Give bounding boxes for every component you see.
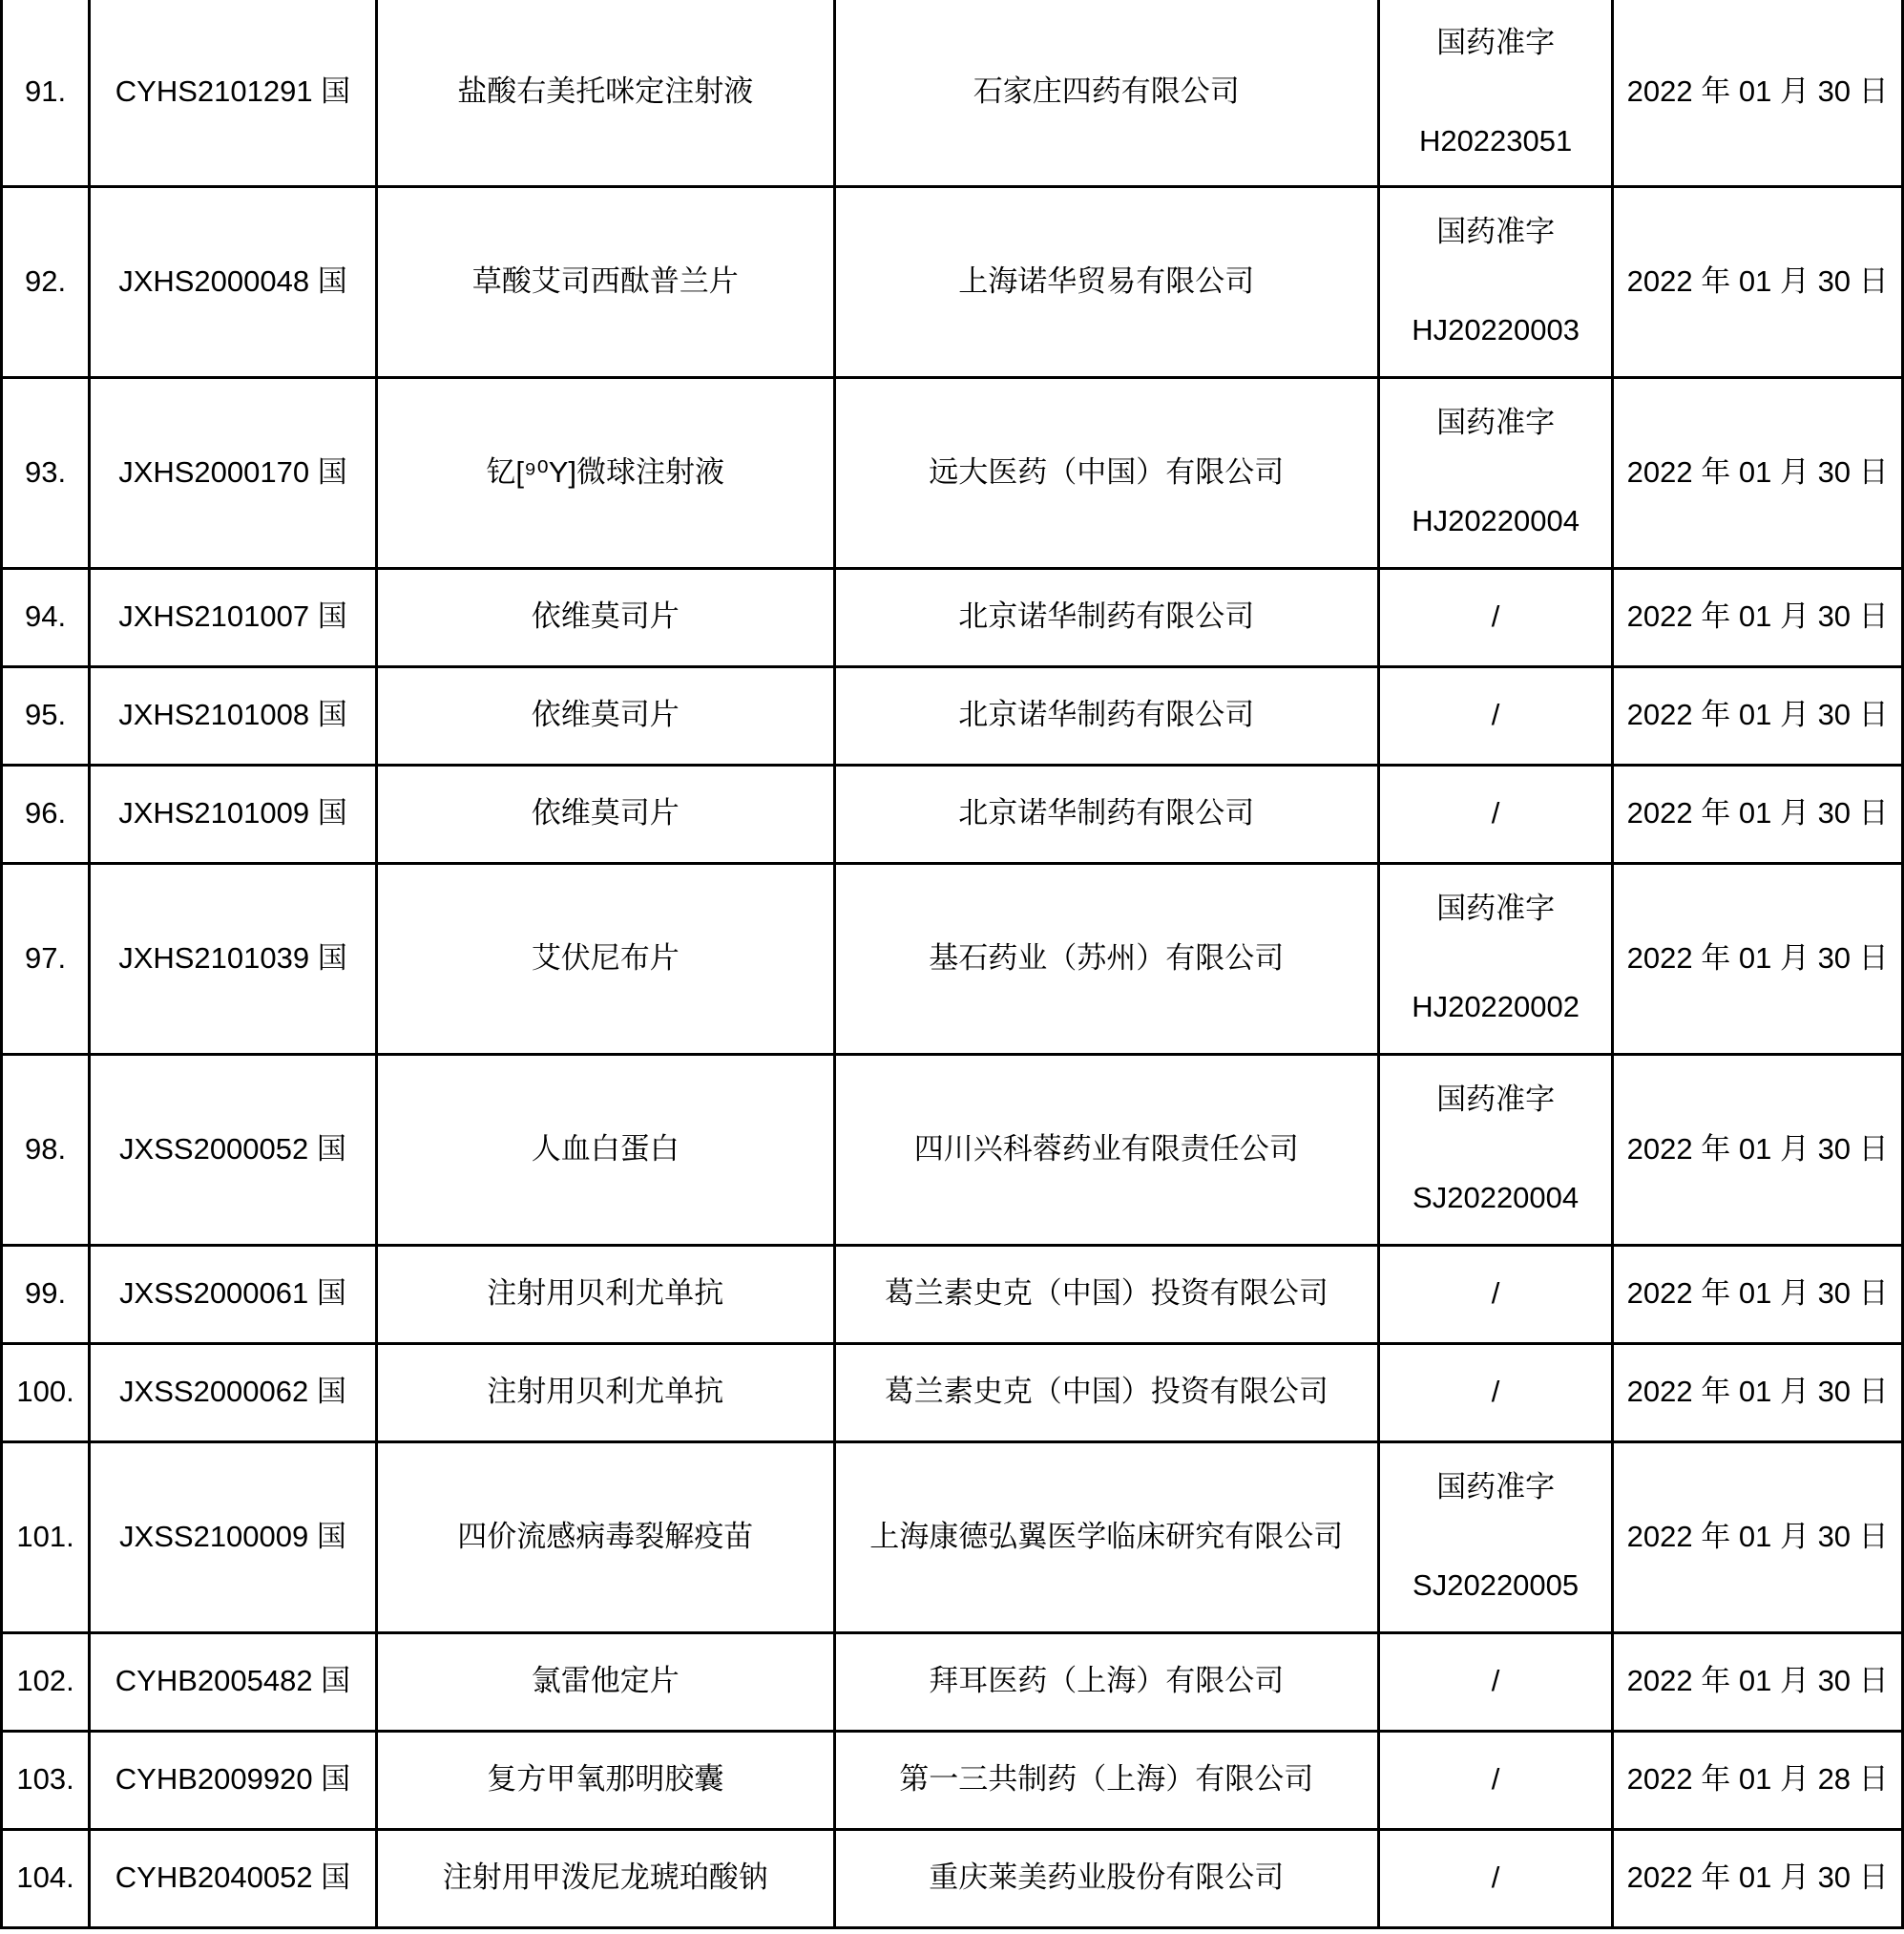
approval-code: HJ20220002 [1412,990,1580,1023]
approval-date: 2022 年 01 月 30 日 [1613,186,1903,377]
drug-name: 依维莫司片 [376,765,834,863]
approval-prefix: 国药准字 [1436,1470,1556,1504]
approval-prefix: / [1491,1762,1500,1797]
approval-number-cell [1378,1343,1612,1441]
acceptance-number: JXHS2101039 国 [90,863,377,1054]
approval-code: SJ20220004 [1412,1181,1580,1214]
approval-number-cell [1378,1054,1612,1245]
table-row [2,1054,1903,1245]
approval-date: 2022 年 01 月 30 日 [1613,1054,1903,1245]
drug-name: 盐酸右美托咪定注射液 [376,0,834,186]
acceptance-number: JXHS2101009 国 [90,765,377,863]
approval-prefix: / [1491,1664,1500,1698]
row-number: 95. [2,666,90,765]
row-number: 100. [2,1343,90,1441]
approval-number-cell [1378,765,1612,863]
table-row [2,1632,1903,1731]
drug-name: 依维莫司片 [376,666,834,765]
approval-date: 2022 年 01 月 30 日 [1613,1829,1903,1927]
row-number: 99. [2,1245,90,1343]
drug-name: 四价流感病毒裂解疫苗 [376,1441,834,1632]
approval-date: 2022 年 01 月 30 日 [1613,1245,1903,1343]
drug-name: 氯雷他定片 [376,1632,834,1731]
approval-prefix: / [1491,599,1500,634]
acceptance-number: JXHS2000170 国 [90,377,377,568]
approval-code: SJ20220005 [1412,1568,1580,1602]
company-name: 第一三共制药（上海）有限公司 [834,1731,1378,1829]
company-name: 北京诺华制药有限公司 [834,568,1378,666]
approval-number-cell [1378,666,1612,765]
approval-number-cell [1378,0,1612,186]
table-row [2,1731,1903,1829]
drug-name: 注射用甲泼尼龙琥珀酸钠 [376,1829,834,1927]
table-row [2,1441,1903,1632]
approval-date: 2022 年 01 月 30 日 [1613,863,1903,1054]
row-number: 98. [2,1054,90,1245]
approval-number-cell [1378,1829,1612,1927]
approval-number-cell [1378,863,1612,1054]
drug-name: 注射用贝利尤单抗 [376,1343,834,1441]
row-number: 96. [2,765,90,863]
company-name: 北京诺华制药有限公司 [834,765,1378,863]
approval-prefix: 国药准字 [1436,406,1556,440]
approval-number-cell [1378,568,1612,666]
approval-date: 2022 年 01 月 30 日 [1613,765,1903,863]
company-name: 拜耳医药（上海）有限公司 [834,1632,1378,1731]
approval-number-cell [1378,1632,1612,1731]
company-name: 四川兴科蓉药业有限责任公司 [834,1054,1378,1245]
approval-prefix: 国药准字 [1436,1083,1556,1117]
approval-prefix: / [1491,1375,1500,1409]
company-name: 葛兰素史克（中国）投资有限公司 [834,1343,1378,1441]
drug-name: 艾伏尼布片 [376,863,834,1054]
approval-date: 2022 年 01 月 30 日 [1613,666,1903,765]
company-name: 上海康德弘翼医学临床研究有限公司 [834,1441,1378,1632]
table-row [2,0,1903,186]
approval-code: H20223051 [1418,123,1573,158]
row-number: 92. [2,186,90,377]
drug-name: 钇[⁹⁰Y]微球注射液 [376,377,834,568]
row-number: 104. [2,1829,90,1927]
row-number: 97. [2,863,90,1054]
approval-date: 2022 年 01 月 30 日 [1613,1441,1903,1632]
row-number: 102. [2,1632,90,1731]
company-name: 基石药业（苏州）有限公司 [834,863,1378,1054]
approval-prefix: / [1491,1860,1500,1895]
table-row [2,377,1903,568]
row-number: 94. [2,568,90,666]
approval-date: 2022 年 01 月 30 日 [1613,0,1903,186]
table-row [2,1245,1903,1343]
approval-prefix: / [1491,698,1500,732]
approval-date: 2022 年 01 月 28 日 [1613,1731,1903,1829]
table-row [2,568,1903,666]
approval-number-cell [1378,1441,1612,1632]
acceptance-number: CYHB2005482 国 [90,1632,377,1731]
company-name: 葛兰素史克（中国）投资有限公司 [834,1245,1378,1343]
company-name: 北京诺华制药有限公司 [834,666,1378,765]
acceptance-number: CYHB2040052 国 [90,1829,377,1927]
approval-prefix: 国药准字 [1436,215,1556,249]
approval-prefix: / [1491,796,1500,830]
acceptance-number: JXHS2101007 国 [90,568,377,666]
company-name: 重庆莱美药业股份有限公司 [834,1829,1378,1927]
approval-date: 2022 年 01 月 30 日 [1613,377,1903,568]
row-number: 103. [2,1731,90,1829]
drug-name: 草酸艾司西酞普兰片 [376,186,834,377]
drug-name: 复方甲氧那明胶囊 [376,1731,834,1829]
acceptance-number: JXSS2000061 国 [90,1245,377,1343]
table-row [2,765,1903,863]
table-row [2,863,1903,1054]
drug-name: 依维莫司片 [376,568,834,666]
table-row [2,666,1903,765]
approval-number-cell [1378,1731,1612,1829]
table-body [2,0,1903,1927]
approval-date: 2022 年 01 月 30 日 [1613,568,1903,666]
approval-prefix: 国药准字 [1436,892,1556,926]
acceptance-number: JXSS2100009 国 [90,1441,377,1632]
company-name: 上海诺华贸易有限公司 [834,186,1378,377]
approval-prefix: 国药准字 [1436,26,1556,59]
approval-number-cell [1378,1245,1612,1343]
company-name: 远大医药（中国）有限公司 [834,377,1378,568]
row-number: 101. [2,1441,90,1632]
approval-code: HJ20220004 [1412,504,1580,537]
approval-date: 2022 年 01 月 30 日 [1613,1632,1903,1731]
acceptance-number: CYHB2009920 国 [90,1731,377,1829]
approval-number-cell [1378,377,1612,568]
drug-name: 注射用贝利尤单抗 [376,1245,834,1343]
company-name: 石家庄四药有限公司 [834,0,1378,186]
approval-number-cell [1378,186,1612,377]
approval-prefix: / [1491,1276,1500,1311]
acceptance-number: JXHS2101008 国 [90,666,377,765]
acceptance-number: JXHS2000048 国 [90,186,377,377]
row-number: 91. [2,0,90,186]
acceptance-number: JXSS2000052 国 [90,1054,377,1245]
approval-date: 2022 年 01 月 30 日 [1613,1343,1903,1441]
drug-name: 人血白蛋白 [376,1054,834,1245]
acceptance-number: JXSS2000062 国 [90,1343,377,1441]
row-number: 93. [2,377,90,568]
acceptance-number: CYHS2101291 国 [90,0,377,186]
table-row [2,1829,1903,1927]
table-row [2,1343,1903,1441]
approval-code: HJ20220003 [1412,313,1580,347]
table-row [2,186,1903,377]
